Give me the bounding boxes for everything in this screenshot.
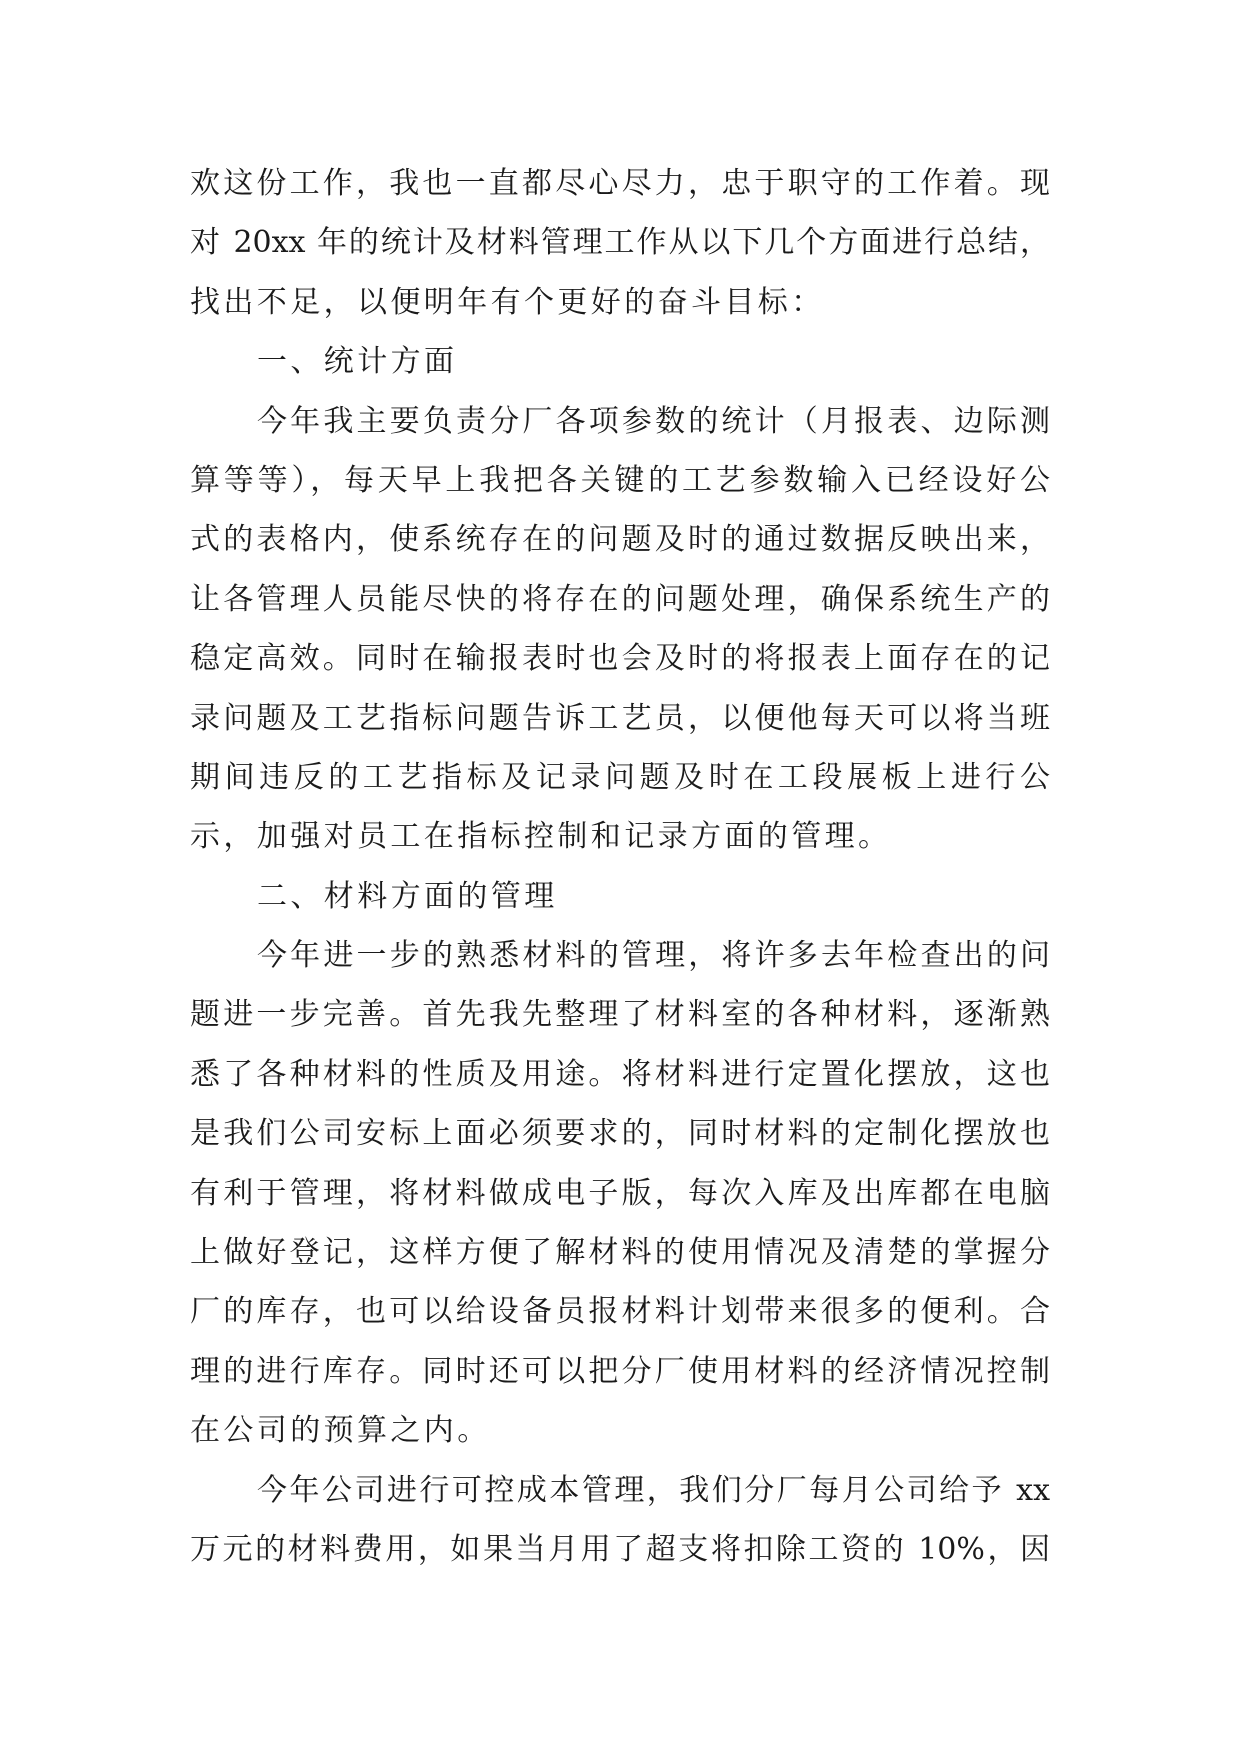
section-heading: 二、材料方面的管理 (257, 878, 558, 914)
text-line: 悉了各种材料的性质及用途。将材料进行定置化摆放，这也 (190, 1056, 1050, 1092)
text-line: 让各管理人员能尽快的将存在的问题处理，确保系统生产的 (190, 581, 1050, 617)
text-line: 上做好登记，这样方便了解材料的使用情况及清楚的掌握分 (190, 1235, 1050, 1271)
body-text (190, 154, 1050, 1579)
text-line: 今年我主要负责分厂各项参数的统计（月报表、边际测 (257, 403, 1050, 439)
section-heading: 一、统计方面 (257, 344, 458, 380)
text-line: 期间违反的工艺指标及记录问题及时在工段展板上进行公 (190, 759, 1050, 795)
text-line: 在公司的预算之内。 (190, 1413, 491, 1449)
text-line: 式的表格内，使系统存在的问题及时的通过数据反映出来， (190, 522, 1050, 558)
text-line: 今年公司进行可控成本管理，我们分厂每月公司给予 xx (257, 1472, 1050, 1508)
text-line: 对 20xx 年的统计及材料管理工作从以下几个方面进行总结， (190, 225, 1050, 261)
text-line: 算等等），每天早上我把各关键的工艺参数输入已经设好公 (190, 462, 1050, 498)
text-line: 录问题及工艺指标问题告诉工艺员，以便他每天可以将当班 (190, 700, 1050, 736)
text-line: 找出不足，以便明年有个更好的奋斗目标： (190, 284, 825, 320)
text-line: 有利于管理，将材料做成电子版，每次入库及出库都在电脑 (190, 1175, 1050, 1211)
text-line: 理的进行库存。同时还可以把分厂使用材料的经济情况控制 (190, 1353, 1050, 1389)
text-line: 是我们公司安标上面必须要求的，同时材料的定制化摆放也 (190, 1116, 1050, 1152)
text-line: 题进一步完善。首先我先整理了材料室的各种材料，逐渐熟 (190, 997, 1050, 1033)
text-line: 示，加强对员工在指标控制和记录方面的管理。 (190, 819, 892, 855)
text-line: 厂的库存，也可以给设备员报材料计划带来很多的便利。合 (190, 1294, 1050, 1330)
text-line: 万元的材料费用，如果当月用了超支将扣除工资的 10%，因 (190, 1531, 1050, 1567)
text-line: 稳定高效。同时在输报表时也会及时的将报表上面存在的记 (190, 641, 1050, 677)
text-line: 欢这份工作，我也一直都尽心尽力，忠于职守的工作着。现 (190, 166, 1050, 201)
text-line: 今年进一步的熟悉材料的管理，将许多去年检查出的问 (257, 938, 1050, 974)
